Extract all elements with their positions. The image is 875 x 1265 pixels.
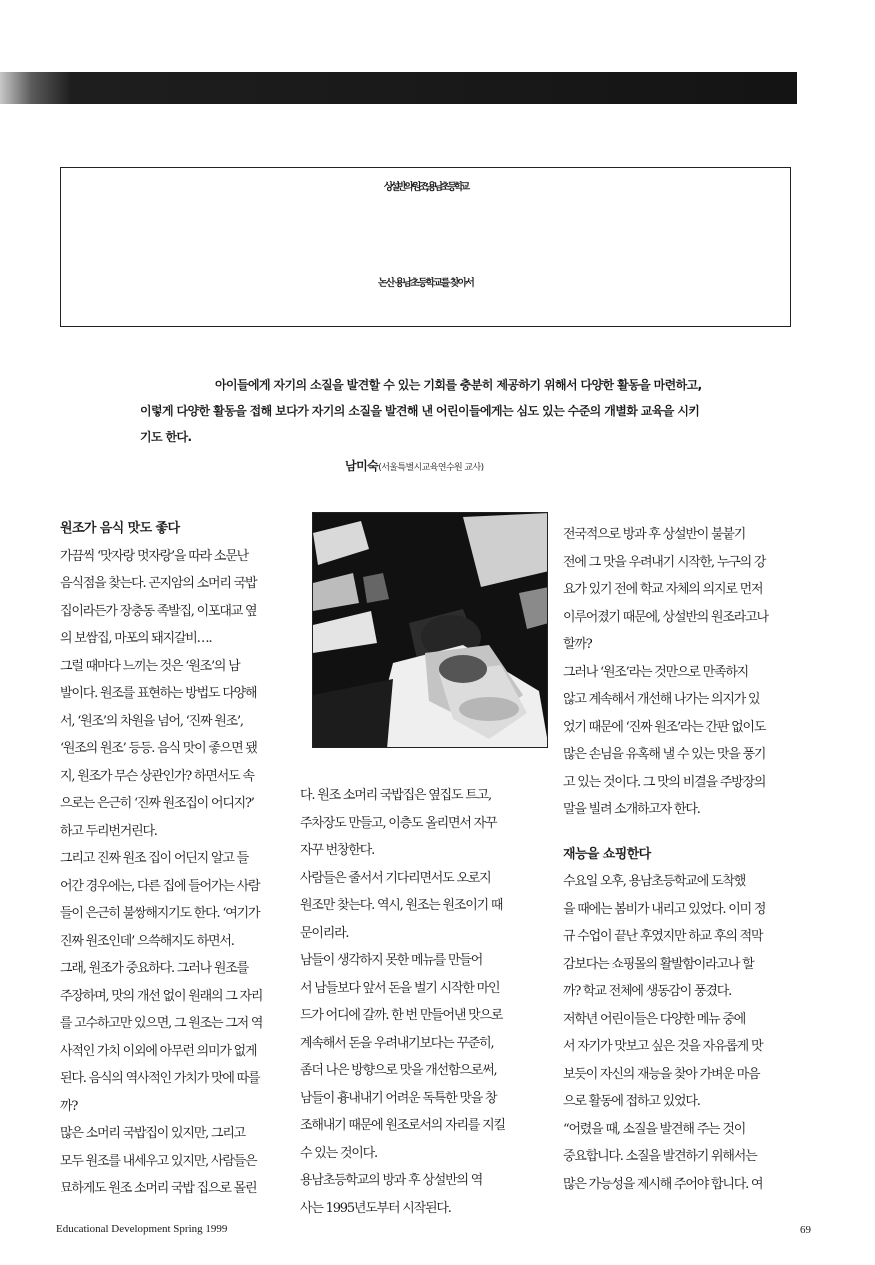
- body-line: 음식점을 찾는다. 곤지암의 소머리 국밥: [60, 576, 257, 591]
- body-line: 수요일 오후, 용남초등학교에 도착했: [563, 874, 746, 889]
- article-subtitle: 논산 용남초등학교를 찾아서: [378, 278, 473, 289]
- lead-paragraph: [140, 372, 730, 450]
- body-line: 좀더 나은 방향으로 맛을 개선함으로써,: [300, 1063, 497, 1078]
- section-heading: 재능을 쇼핑한다: [563, 846, 651, 862]
- body-line: 않고 계속해서 개선해 나가는 의지가 있: [563, 692, 760, 707]
- body-line: 전국적으로 방과 후 상설반이 불붙기: [563, 527, 746, 542]
- body-line: 으로 활동에 접하고 있었다.: [563, 1094, 700, 1109]
- body-line: 지, 원조가 무슨 상관인가? 하면서도 속: [60, 768, 254, 784]
- header-decorative-band: [0, 72, 797, 104]
- body-line: 남들이 생각하지 못한 메뉴를 만들어: [300, 953, 483, 968]
- article-title: 상설반의 ‘원조’, 용남초등학교: [383, 182, 468, 193]
- body-line: 의 보쌈집, 마포의 돼지갈비….: [60, 631, 212, 646]
- body-line: 모두 원조를 내세우고 있지만, 사람들은: [60, 1153, 257, 1169]
- body-line: 발이다. 원조를 표현하는 방법도 다양해: [60, 686, 257, 701]
- body-line: 된다. 음식의 역사적인 가치가 맛에 따를: [60, 1071, 260, 1086]
- body-line: 까? 학교 전체에 생동감이 풍겼다.: [563, 984, 732, 999]
- body-line: 사는 1995년도부터 시작된다.: [300, 1200, 451, 1216]
- body-line: 를 고수하고만 있으면, 그 원조는 그저 역: [60, 1016, 263, 1031]
- body-line: 서, ‘원조’의 차원을 넘어, ‘진짜 원조’,: [60, 713, 243, 729]
- author-affiliation: (서울특별시교육연수원 교사): [378, 463, 484, 473]
- photo-illustration: [313, 513, 548, 748]
- body-line: 많은 소머리 국밥집이 있지만, 그리고: [60, 1126, 246, 1141]
- body-line: 전에 그 맛을 우려내기 시작한, 누구의 강: [563, 554, 766, 570]
- body-line: 다. 원조 소머리 국밥집은 옆집도 트고,: [300, 788, 491, 803]
- body-line: 규 수업이 끝난 후였지만 하교 후의 적막: [563, 929, 763, 944]
- body-line: 보듯이 자신의 재능을 찾아 가벼운 마음: [563, 1066, 760, 1082]
- body-line: 조해내기 때문에 원조로서의 자리를 지킬: [300, 1118, 505, 1133]
- body-line: 요가 있기 전에 학교 자체의 의지로 먼저: [563, 582, 763, 597]
- lead-line: 기도 한다.: [140, 430, 192, 444]
- body-line: 가끔씩 ‘맛자랑 멋자랑’을 따라 소문난: [60, 548, 248, 564]
- body-column-1: [60, 515, 300, 1203]
- body-line: 었기 때문에 ‘진짜 원조’라는 간판 없이도: [563, 719, 766, 735]
- section-heading: 원조가 음식 맛도 좋다: [60, 521, 180, 536]
- body-line: 그리고 진짜 원조 집이 어딘지 알고 들: [60, 851, 248, 866]
- lead-line: 이렇게 다양한 활동을 접해 보다가 자기의 소질을 발견해 낸 어린이들에게는 심도 있는 수준의 개별화 교육을 시키: [140, 404, 700, 418]
- body-column-2: [300, 782, 550, 1222]
- body-line: 을 때에는 봄비가 내리고 있었다. 이미 정: [563, 901, 766, 917]
- body-line: 진짜 원조인데’ 으쓱해지도 하면서.: [60, 933, 234, 949]
- page-number: 69: [800, 1224, 811, 1236]
- body-line: 드가 어디에 갈까. 한 번 만들어낸 맛으로: [300, 1008, 503, 1023]
- body-line: 들이 은근히 불쌍해지기도 한다. ‘여기가: [60, 906, 260, 921]
- body-line: 서 자기가 맛보고 싶은 것을 자유롭게 맛: [563, 1039, 763, 1054]
- body-line: ‘원조의 원조’ 등등. 음식 맛이 좋으면 됐: [60, 741, 257, 756]
- body-line: 말을 빌려 소개하고자 한다.: [563, 802, 700, 817]
- classroom-photo: [312, 512, 548, 748]
- body-line: “어렸을 때, 소질을 발견해 주는 것이: [563, 1121, 746, 1137]
- body-line: 용남초등학교의 방과 후 상설반의 역: [300, 1173, 483, 1188]
- body-line: 서 남들보다 앞서 돈을 벌기 시작한 마인: [300, 980, 500, 996]
- body-line: 자꾸 번창한다.: [300, 843, 375, 858]
- body-line: 그래, 원조가 중요하다. 그러나 원조를: [60, 961, 248, 976]
- body-line: 저학년 어린이들은 다양한 메뉴 중에: [563, 1011, 746, 1027]
- title-box: [60, 167, 791, 327]
- body-line: 까?: [60, 1098, 78, 1114]
- body-line: 하고 두리번거린다.: [60, 823, 157, 839]
- body-line: 주장하며, 맛의 개선 없이 원래의 그 자리: [60, 988, 263, 1004]
- body-line: 할까?: [563, 637, 592, 652]
- body-line: 고 있는 것이다. 그 맛의 비결을 주방장의: [563, 774, 766, 790]
- body-line: 남들이 흉내내기 어려운 독특한 맛을 창: [300, 1090, 497, 1106]
- body-line: 많은 가능성을 제시해 주어야 합니다. 여: [563, 1176, 763, 1192]
- body-line: 수 있는 것이다.: [300, 1145, 377, 1161]
- body-line: 그럴 때마다 느끼는 것은 ‘원조’의 남: [60, 658, 240, 674]
- journal-footer: Educational Development Spring 1999: [56, 1223, 228, 1235]
- body-line: 감보다는 쇼핑몰의 활발함이라고나 할: [563, 956, 754, 972]
- body-line: 으로는 은근히 ‘진짜 원조집이 어디지?’: [60, 796, 254, 811]
- body-line: 많은 손님을 유혹해 낼 수 있는 맛을 풍기: [563, 747, 766, 762]
- body-line: 계속해서 돈을 우려내기보다는 꾸준히,: [300, 1035, 494, 1051]
- body-line: 사적인 가치 이외에 아무런 의미가 없게: [60, 1043, 257, 1059]
- body-line: 집이라든가 장충동 족발집, 이포대교 옆: [60, 603, 257, 619]
- lead-line: 아이들에게 자기의 소질을 발견할 수 있는 기회를 충분히 제공하기 위해서 다양한 활동을 마련하고,: [215, 378, 702, 392]
- body-line: 그러나 ‘원조’라는 것만으로 만족하지: [563, 664, 749, 680]
- body-line: 묘하게도 원조 소머리 국밥 집으로 몰린: [60, 1181, 257, 1196]
- body-line: 중요합니다. 소질을 발견하기 위해서는: [563, 1149, 757, 1164]
- body-line: 어간 경우에는, 다른 집에 들어가는 사람: [60, 878, 260, 894]
- body-column-3: [563, 521, 803, 1198]
- body-line: 문이리라.: [300, 925, 349, 941]
- author-byline: [345, 455, 484, 474]
- body-line: 주차장도 만들고, 이층도 올리면서 자꾸: [300, 815, 497, 831]
- body-line: 원조만 찾는다. 역시, 원조는 원조이기 때: [300, 898, 503, 913]
- author-name: 남미숙: [345, 459, 379, 473]
- body-line: 사람들은 줄서서 기다리면서도 오로지: [300, 870, 491, 886]
- body-line: 이루어졌기 때문에, 상설반의 원조라고나: [563, 609, 768, 625]
